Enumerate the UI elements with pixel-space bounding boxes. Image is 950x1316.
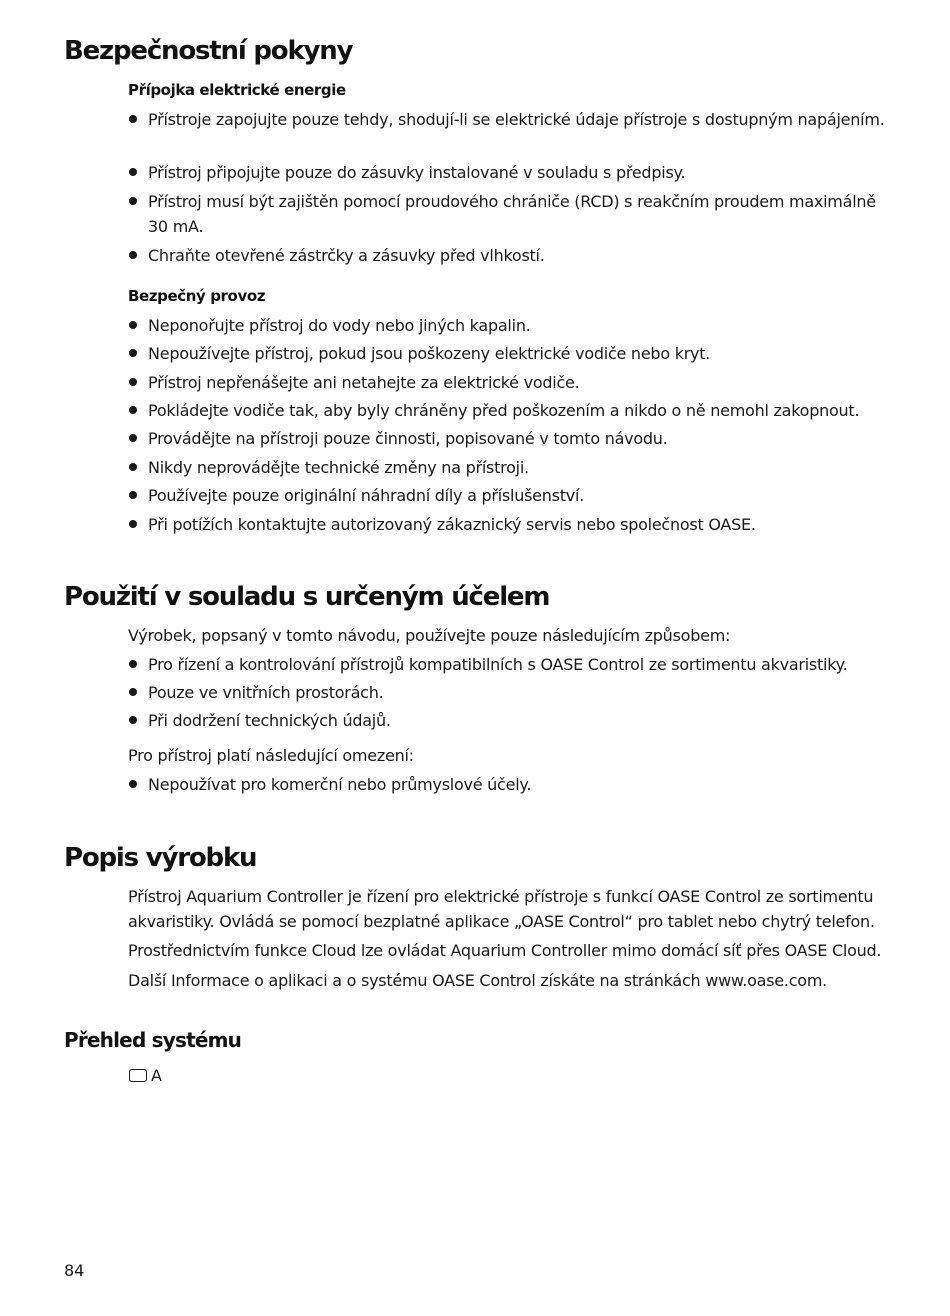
list-item-text: Při potížích kontaktujte autorizovaný zákaznický servis nebo společnost OASE. bbox=[148, 515, 756, 534]
bullet-icon bbox=[129, 463, 137, 471]
bullet-icon bbox=[129, 780, 137, 788]
description-paragraph: Další Informace o aplikaci a o systému OASE Control získáte na stránkách www.oase.com. bbox=[128, 971, 827, 990]
bullet-icon bbox=[129, 378, 137, 386]
list-item bbox=[128, 512, 888, 537]
heading-safety: Bezpečnostní pokyny bbox=[64, 36, 353, 66]
list-item bbox=[128, 370, 888, 395]
list-item-text: Přístroj nepřenášejte ani netahejte za elektrické vodiče. bbox=[148, 373, 580, 392]
heading-intended-use: Použití v souladu s určeným účelem bbox=[64, 582, 550, 612]
list-item bbox=[128, 426, 888, 451]
bullet-icon bbox=[129, 406, 137, 414]
bullet-icon bbox=[129, 115, 137, 123]
list-item-text: Provádějte na přístroji pouze činnosti, popisované v tomto návodu. bbox=[148, 429, 668, 448]
list-item-text: Nepoužívejte přístroj, pokud jsou poškozeny elektrické vodiče nebo kryt. bbox=[148, 344, 711, 363]
list-item bbox=[128, 708, 888, 733]
list-item bbox=[128, 483, 888, 508]
list-item-text: Pro řízení a kontrolování přístrojů kompatibilních s OASE Control ze sortimentu akvaristiky. bbox=[148, 655, 848, 674]
list-item bbox=[128, 455, 888, 480]
bullet-icon bbox=[129, 520, 137, 528]
list-item-text: Používejte pouze originální náhradní díly a příslušenství. bbox=[148, 486, 585, 505]
bullet-icon bbox=[129, 491, 137, 499]
figure-reference bbox=[129, 1066, 162, 1086]
bullet-icon bbox=[129, 716, 137, 724]
bullet-icon bbox=[129, 434, 137, 442]
list-item bbox=[128, 772, 888, 797]
list-item bbox=[128, 107, 888, 132]
list-item bbox=[128, 341, 888, 366]
list-item-text: Pouze ve vnitřních prostorách. bbox=[148, 683, 384, 702]
list-item bbox=[128, 680, 888, 705]
bullet-icon bbox=[129, 168, 137, 176]
list-item-text: Nepoužívat pro komerční nebo průmyslové účely. bbox=[148, 775, 532, 794]
list-item-text: Při dodržení technických údajů. bbox=[148, 711, 391, 730]
bullet-icon bbox=[129, 349, 137, 357]
figure-reference-icon bbox=[129, 1069, 147, 1082]
heading-system-overview: Přehled systému bbox=[64, 1028, 242, 1052]
bullet-icon bbox=[129, 251, 137, 259]
list-item-text: Pokládejte vodiče tak, aby byly chráněny před poškozením a nikdo o ně nemohl zakopnout. bbox=[148, 401, 860, 420]
list-item-text: Chraňte otevřené zástrčky a zásuvky před vlhkostí. bbox=[148, 246, 545, 265]
list-item-text: Přístroj připojujte pouze do zásuvky instalované v souladu s předpisy. bbox=[148, 163, 686, 182]
description-paragraph: Prostřednictvím funkce Cloud lze ovládat Aquarium Controller mimo domácí síť přes OASE Cloud. bbox=[128, 941, 882, 960]
list-item bbox=[128, 189, 888, 239]
bullet-icon bbox=[129, 688, 137, 696]
figure-reference-label: A bbox=[151, 1066, 162, 1085]
list-item bbox=[128, 652, 888, 677]
list-item-text: Nikdy neprovádějte technické změny na přístroji. bbox=[148, 458, 529, 477]
bullet-icon bbox=[129, 197, 137, 205]
list-item-text: Neponořujte přístroj do vody nebo jiných kapalin. bbox=[148, 316, 531, 335]
page-number: 84 bbox=[64, 1261, 85, 1280]
description-paragraph: Přístroj Aquarium Controller je řízení pro elektrické přístroje s funkcí OASE Control ze sortimentu akvaristiky. Ovládá se pomocí bezplatné aplikace „OASE Control“ pro tablet nebo chytrý telefon. bbox=[128, 887, 875, 931]
intended-use-intro: Výrobek, popsaný v tomto návodu, používejte pouze následujícím způsobem: bbox=[128, 626, 731, 645]
list-item bbox=[128, 243, 888, 268]
list-item bbox=[128, 398, 888, 423]
list-item-text: Přístroj musí být zajištěn pomocí proudového chrániče (RCD) s reakčním proudem maximálně 30 mA. bbox=[148, 192, 876, 236]
heading-product-description: Popis výrobku bbox=[64, 843, 257, 873]
list-item bbox=[128, 313, 888, 338]
list-item bbox=[128, 160, 888, 185]
bullet-icon bbox=[129, 660, 137, 668]
bullet-icon bbox=[129, 321, 137, 329]
restriction-intro: Pro přístroj platí následující omezení: bbox=[128, 746, 414, 765]
subheading-operation: Bezpečný provoz bbox=[128, 287, 266, 305]
subheading-electrical: Přípojka elektrické energie bbox=[128, 81, 346, 99]
list-item-text: Přístroje zapojujte pouze tehdy, shodují-li se elektrické údaje přístroje s dostupným napájením. bbox=[148, 110, 885, 129]
